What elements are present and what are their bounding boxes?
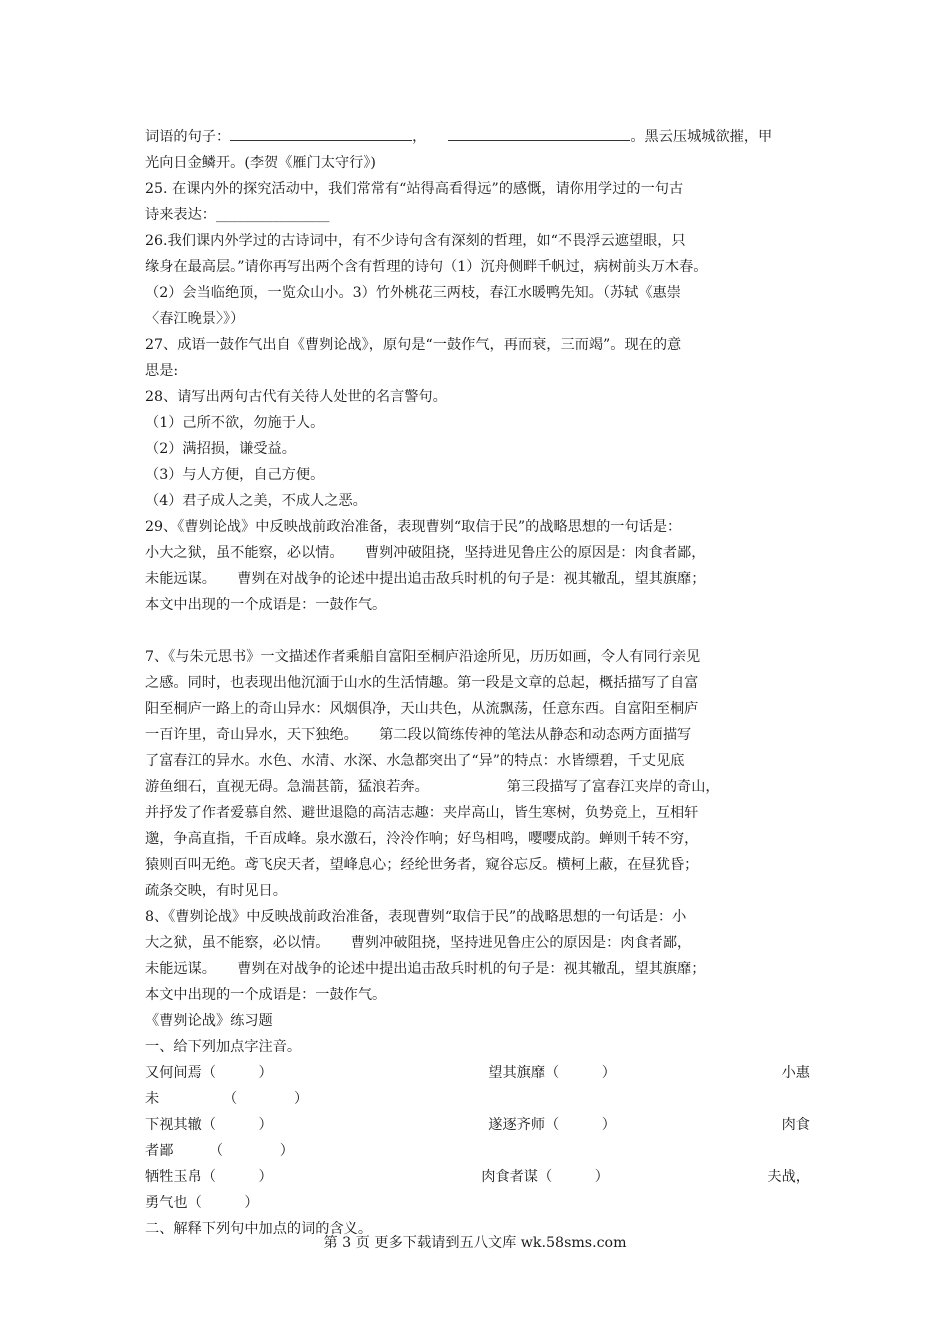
text-line: （3）与人方便，自己方便。	[145, 467, 325, 483]
text-fragment: ，	[412, 129, 427, 145]
exercise-cell: 又何间焉（ ）	[145, 1065, 273, 1081]
text-line: 27、成语一鼓作气出自《曹刿论战》，原句是“一鼓作气，再而衰，三而竭”。现在的意	[145, 337, 682, 353]
exercise-cell	[503, 1138, 733, 1164]
exercise-cell: 遂逐齐师（ ）	[488, 1117, 616, 1133]
exercise-cell: 望其旗靡（ ）	[488, 1065, 616, 1081]
text-line: 猿则百叫无绝。鸢飞戾天者，望峰息心；经纶世务者，窥谷忘反。横柯上蔽，在昼犹昏；	[145, 857, 699, 873]
exercise-cell: 勇气也（ ）	[145, 1195, 259, 1211]
text-line: 一百许里，奇山异水，天下独绝。 第二段以简练传神的笔法从静态和动态两方面描写	[145, 727, 692, 743]
exercise-table	[145, 1060, 810, 1216]
text-line: 25. 在课内外的探究活动中，我们常常有“站得高看得远”的感慨，请你用学过的一句古	[145, 181, 684, 197]
exercise-row	[145, 1086, 810, 1112]
exercise-cell: 者鄙 （ ）	[145, 1143, 294, 1159]
text-line: 游鱼细石，直视无碍。急湍甚箭，猛浪若奔。 第三段描写了富春江夹岸的奇山，	[145, 779, 720, 795]
text-line: 光向日金鳞开。(李贺《雁门太守行》)	[145, 155, 376, 171]
text-line: 〈春江晚景〉》）	[145, 311, 245, 327]
section-heading: 二、解释下列句中加点的词的含义。	[145, 1221, 373, 1237]
exercise-cell: 牺牲玉帛（ ）	[145, 1169, 273, 1185]
text-line: 并抒发了作者爱慕自然、避世退隐的高洁志趣：夹岸高山，皆生寒树，负势竞上，互相轩	[145, 805, 699, 821]
paragraph-gap	[145, 618, 810, 644]
text-line: 28、请写出两句古代有关待人处世的名言警句。	[145, 389, 447, 405]
document-body	[145, 124, 810, 1242]
bottom-paragraphs	[145, 644, 810, 1060]
text-line: 阳至桐庐一路上的奇山异水：风烟俱净，天山共色，从流飘荡，任意东西。自富阳至桐庐	[145, 701, 699, 717]
text-line: 缘身在最高层。”请你再写出两个含有哲理的诗句（1）沉舟侧畔千帆过，病树前头万木春。	[145, 259, 708, 275]
exercise-cell: 肉食	[781, 1117, 810, 1133]
exercise-row	[145, 1190, 810, 1216]
text-line: 大之狱，虽不能察，必以情。 曹刿冲破阻挠，坚持进见鲁庄公的原因是：肉食者鄙，	[145, 935, 692, 951]
text-line: （4）君子成人之美，不成人之恶。	[145, 493, 367, 509]
text-line: 8、《曹刿论战》中反映战前政治准备，表现曹刿“取信于民”的战略思想的一句话是：小	[145, 909, 687, 925]
exercise-cell: 小惠	[781, 1065, 810, 1081]
text-line: （2）满招损，谦受益。	[145, 441, 296, 457]
text-line: 7、《与朱元思书》一文描述作者乘船自富阳至桐庐沿途所见，历历如画，令人有同行亲见	[145, 649, 701, 665]
exercise-cell: 未 （ ）	[145, 1091, 309, 1107]
text-line: 本文中出现的一个成语是：一鼓作气。	[145, 597, 387, 613]
exercise-cell: 夫战，	[767, 1169, 810, 1185]
answer-blank[interactable]	[448, 125, 630, 141]
text-line: （2）会当临绝顶，一览众山小。3）竹外桃花三两枝，春江水暖鸭先知。（苏轼《惠崇	[145, 285, 681, 301]
text-line	[145, 124, 810, 150]
text-line: 小大之狱，虽不能察，必以情。 曹刿冲破阻挠，坚持进见鲁庄公的原因是：肉食者鄙，	[145, 545, 706, 561]
top-paragraphs	[145, 150, 810, 618]
exercise-row	[145, 1138, 810, 1164]
exercise-row	[145, 1060, 810, 1086]
page-footer: 第 3 页 更多下载请到五八文库 wk.58sms.com	[323, 1235, 627, 1251]
text-line: 29、《曹刿论战》中反映战前政治准备，表现曹刿“取信于民”的战略思想的一句话是：	[145, 519, 682, 535]
text-line: 26.我们课内外学过的古诗词中，有不少诗句含有深刻的哲理，如“不畏浮云遮望眼，只	[145, 233, 686, 249]
exercise-row	[145, 1164, 810, 1190]
text-line: 思是:	[145, 363, 179, 379]
text-line: 未能远谋。 曹刿在对战争的论述中提出追击敌兵时机的句子是：视其辙乱，望其旗靡；	[145, 961, 706, 977]
text-line: 之感。同时，也表现出他沉湎于山水的生活情趣。第一段是文章的总起，概括描写了自富	[145, 675, 699, 691]
exercise-row	[145, 1112, 810, 1138]
text-line: 诗来表达：________________	[145, 207, 330, 223]
exercise-cell: 下视其辙（ ）	[145, 1117, 273, 1133]
text-line: 邈，争高直指，千百成峰。泉水激石，泠泠作响；好鸟相鸣，嘤嘤成韵。蝉则千转不穷，	[145, 831, 699, 847]
text-line: 《曹刿论战》练习题	[145, 1013, 273, 1029]
text-line: （1）己所不欲，勿施于人。	[145, 415, 325, 431]
text-line: 未能远谋。 曹刿在对战争的论述中提出追击敌兵时机的句子是：视其辙乱，望其旗靡；	[145, 571, 706, 587]
text-fragment: 。黑云压城城欲摧，甲	[630, 129, 773, 145]
answer-blank[interactable]	[230, 125, 412, 141]
exercise-cell	[503, 1086, 733, 1112]
exercise-cell	[503, 1190, 733, 1216]
text-line: 疏条交映，有时见日。	[145, 883, 287, 899]
exercise-cell: 肉食者谋（ ）	[481, 1169, 609, 1185]
text-line: 本文中出现的一个成语是：一鼓作气。	[145, 987, 387, 1003]
text-line: 一、给下列加点字注音。	[145, 1039, 302, 1055]
text-fragment: 词语的句子：	[145, 129, 231, 145]
text-line: 了富春江的异水。水色、水清、水深、水急都突出了“异”的特点：水皆缥碧，千丈见底	[145, 753, 685, 769]
